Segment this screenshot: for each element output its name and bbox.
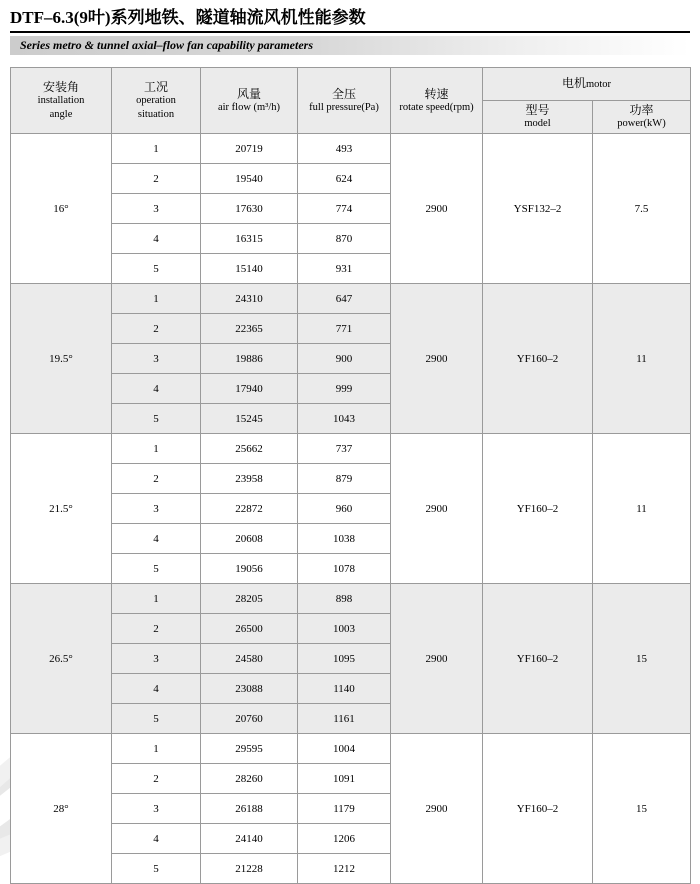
cell-full-pressure: 960 — [298, 494, 391, 524]
header-power-cn: 功率 — [629, 103, 654, 117]
title-block — [0, 0, 700, 55]
cell-air-flow: 29595 — [201, 734, 298, 764]
cell-operation-situation: 4 — [112, 224, 201, 254]
cell-operation-situation: 1 — [112, 734, 201, 764]
cell-operation-situation: 3 — [112, 644, 201, 674]
cell-rotate-speed: 2900 — [391, 584, 483, 734]
cell-full-pressure: 931 — [298, 254, 391, 284]
cell-full-pressure: 737 — [298, 434, 391, 464]
cell-installation-angle: 28° — [11, 734, 112, 884]
cell-operation-situation: 2 — [112, 164, 201, 194]
header-speed-cn: 转速 — [424, 86, 449, 101]
cell-full-pressure: 774 — [298, 194, 391, 224]
cell-full-pressure: 898 — [298, 584, 391, 614]
cell-air-flow: 24140 — [201, 824, 298, 854]
header-airflow-cn: 风量 — [236, 86, 261, 101]
header-pressure-en: full pressure(Pa) — [309, 101, 379, 113]
header-model-cn: 型号 — [525, 103, 550, 117]
column-header-power — [593, 101, 691, 134]
column-header-installation-angle — [11, 68, 112, 134]
header-pressure-cn: 全压 — [331, 86, 356, 101]
cell-full-pressure: 493 — [298, 134, 391, 164]
cell-full-pressure: 1212 — [298, 854, 391, 884]
cell-full-pressure: 1004 — [298, 734, 391, 764]
header-situation-cn: 工况 — [143, 79, 168, 94]
cell-motor-power: 15 — [593, 734, 691, 884]
cell-operation-situation: 3 — [112, 194, 201, 224]
header-power-en: power(kW) — [617, 118, 666, 129]
cell-air-flow: 25662 — [201, 434, 298, 464]
cell-operation-situation: 5 — [112, 554, 201, 584]
cell-air-flow: 26188 — [201, 794, 298, 824]
cell-motor-model: YF160–2 — [483, 734, 593, 884]
table-row — [11, 734, 691, 764]
cell-installation-angle: 26.5° — [11, 584, 112, 734]
cell-operation-situation: 2 — [112, 764, 201, 794]
page-subtitle: Series metro & tunnel axial–flow fan capability parameters — [20, 38, 314, 52]
table-row — [11, 584, 691, 614]
column-header-air-flow — [201, 68, 298, 134]
cell-motor-power: 15 — [593, 584, 691, 734]
table-header — [11, 68, 691, 134]
cell-air-flow: 21228 — [201, 854, 298, 884]
cell-operation-situation: 5 — [112, 254, 201, 284]
cell-full-pressure: 1038 — [298, 524, 391, 554]
subtitle-bar — [10, 36, 690, 55]
cell-full-pressure: 900 — [298, 344, 391, 374]
cell-operation-situation: 4 — [112, 524, 201, 554]
cell-full-pressure: 771 — [298, 314, 391, 344]
cell-motor-power: 7.5 — [593, 134, 691, 284]
cell-rotate-speed: 2900 — [391, 284, 483, 434]
cell-air-flow: 22365 — [201, 314, 298, 344]
cell-air-flow: 17940 — [201, 374, 298, 404]
cell-motor-model: YF160–2 — [483, 434, 593, 584]
cell-operation-situation: 4 — [112, 374, 201, 404]
cell-full-pressure: 1095 — [298, 644, 391, 674]
cell-operation-situation: 5 — [112, 404, 201, 434]
cell-air-flow: 24580 — [201, 644, 298, 674]
cell-air-flow: 20760 — [201, 704, 298, 734]
table-body — [11, 134, 691, 884]
column-header-operation-situation — [112, 68, 201, 134]
cell-air-flow: 19886 — [201, 344, 298, 374]
cell-air-flow: 15245 — [201, 404, 298, 434]
cell-full-pressure: 999 — [298, 374, 391, 404]
cell-air-flow: 23088 — [201, 674, 298, 704]
cell-operation-situation: 4 — [112, 674, 201, 704]
header-row-1 — [11, 68, 691, 101]
cell-operation-situation: 3 — [112, 344, 201, 374]
table-row — [11, 134, 691, 164]
column-header-model — [483, 101, 593, 134]
cell-air-flow: 28260 — [201, 764, 298, 794]
column-header-rotate-speed — [391, 68, 483, 134]
cell-operation-situation: 5 — [112, 854, 201, 884]
cell-full-pressure: 1161 — [298, 704, 391, 734]
cell-full-pressure: 1078 — [298, 554, 391, 584]
cell-air-flow: 20719 — [201, 134, 298, 164]
cell-air-flow: 28205 — [201, 584, 298, 614]
cell-full-pressure: 624 — [298, 164, 391, 194]
cell-installation-angle: 21.5° — [11, 434, 112, 584]
cell-rotate-speed: 2900 — [391, 134, 483, 284]
cell-air-flow: 23958 — [201, 464, 298, 494]
cell-full-pressure: 1206 — [298, 824, 391, 854]
header-angle-en1: installation — [37, 94, 85, 106]
cell-full-pressure: 1091 — [298, 764, 391, 794]
header-angle-cn: 安装角 — [42, 79, 79, 94]
cell-motor-model: YF160–2 — [483, 584, 593, 734]
cell-motor-model: YSF132–2 — [483, 134, 593, 284]
header-situation-en1: operation — [136, 94, 176, 106]
table-row — [11, 284, 691, 314]
cell-operation-situation: 5 — [112, 704, 201, 734]
fan-parameters-table — [10, 67, 691, 884]
header-motor-en: motor — [585, 79, 612, 90]
cell-air-flow: 15140 — [201, 254, 298, 284]
cell-operation-situation: 2 — [112, 614, 201, 644]
cell-full-pressure: 1140 — [298, 674, 391, 704]
page-title: DTF–6.3(9叶)系列地铁、隧道轴流风机性能参数 — [10, 8, 690, 33]
header-airflow-en: air flow (m³/h) — [217, 101, 281, 113]
cell-air-flow: 20608 — [201, 524, 298, 554]
cell-operation-situation: 2 — [112, 314, 201, 344]
header-model-en: model — [524, 118, 551, 129]
cell-operation-situation: 1 — [112, 284, 201, 314]
cell-operation-situation: 4 — [112, 824, 201, 854]
cell-motor-model: YF160–2 — [483, 284, 593, 434]
cell-operation-situation: 3 — [112, 494, 201, 524]
cell-installation-angle: 19.5° — [11, 284, 112, 434]
cell-air-flow: 17630 — [201, 194, 298, 224]
cell-rotate-speed: 2900 — [391, 734, 483, 884]
header-speed-en: rotate speed(rpm) — [399, 101, 474, 113]
header-angle-en2: angle — [49, 108, 73, 120]
cell-installation-angle: 16° — [11, 134, 112, 284]
cell-full-pressure: 647 — [298, 284, 391, 314]
cell-air-flow: 19540 — [201, 164, 298, 194]
cell-rotate-speed: 2900 — [391, 434, 483, 584]
cell-operation-situation: 1 — [112, 134, 201, 164]
cell-full-pressure: 1043 — [298, 404, 391, 434]
cell-air-flow: 22872 — [201, 494, 298, 524]
cell-air-flow: 26500 — [201, 614, 298, 644]
header-situation-en2: situation — [137, 108, 175, 120]
cell-air-flow: 16315 — [201, 224, 298, 254]
cell-air-flow: 19056 — [201, 554, 298, 584]
cell-air-flow: 24310 — [201, 284, 298, 314]
cell-motor-power: 11 — [593, 434, 691, 584]
cell-operation-situation: 1 — [112, 434, 201, 464]
cell-full-pressure: 879 — [298, 464, 391, 494]
column-header-full-pressure — [298, 68, 391, 134]
cell-operation-situation: 1 — [112, 584, 201, 614]
cell-operation-situation: 2 — [112, 464, 201, 494]
cell-full-pressure: 870 — [298, 224, 391, 254]
cell-full-pressure: 1003 — [298, 614, 391, 644]
column-header-motor — [483, 68, 691, 101]
cell-full-pressure: 1179 — [298, 794, 391, 824]
header-motor-cn: 电机 — [561, 76, 586, 90]
cell-operation-situation: 3 — [112, 794, 201, 824]
table-row — [11, 434, 691, 464]
cell-motor-power: 11 — [593, 284, 691, 434]
